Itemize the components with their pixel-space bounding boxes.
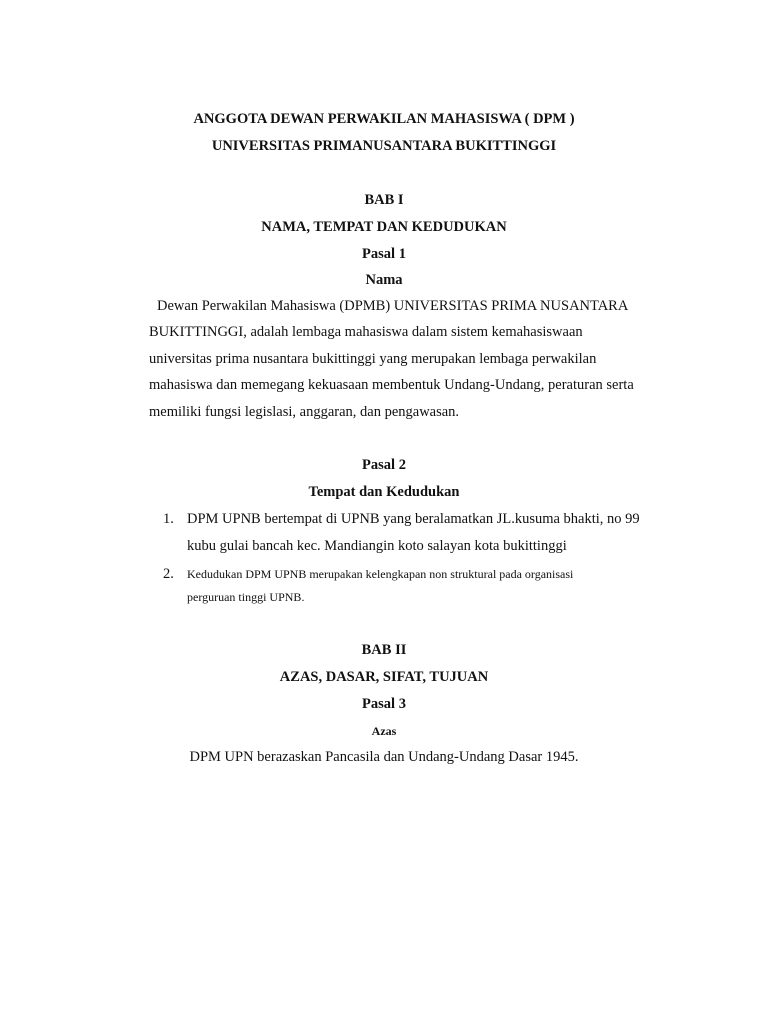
pasal-1-heading: Pasal 1 (362, 246, 406, 262)
pasal-1-text-line: Dewan Perwakilan Mahasiswa (DPMB) UNIVERSITAS PRIMA NUSANTARA (157, 298, 629, 314)
list-item-text-line: Kedudukan DPM UPNB merupakan kelengkapan non struktural pada organisasi (187, 567, 574, 581)
bab-1-heading: BAB I (364, 192, 404, 208)
pasal-1-subheading: Nama (365, 272, 403, 288)
pasal-1-text-line: BUKITTINGGI, adalah lembaga mahasiswa dalam sistem kemahasiswaan (149, 324, 583, 340)
doc-title-line-1: ANGGOTA DEWAN PERWAKILAN MAHASISWA ( DPM ) (193, 111, 575, 127)
bab-1-subheading: NAMA, TEMPAT DAN KEDUDUKAN (261, 219, 507, 235)
list-item-text-line: DPM UPNB bertempat di UPNB yang beralamatkan JL.kusuma bhakti, no 99 (187, 511, 640, 527)
list-item-number: 2. (163, 566, 174, 582)
list-item-number: 1. (163, 511, 174, 527)
bab-2-subheading: AZAS, DASAR, SIFAT, TUJUAN (279, 669, 489, 685)
pasal-2-subheading: Tempat dan Kedudukan (308, 484, 460, 500)
pasal-3-text: DPM UPN berazaskan Pancasila dan Undang-Undang Dasar 1945. (189, 749, 579, 765)
pasal-1-text-line: mahasiswa dan memegang kekuasaan membentuk Undang-Undang, peraturan serta (149, 377, 634, 393)
list-item-text-line: kubu gulai bancah kec. Mandiangin koto salayan kota bukittinggi (187, 538, 567, 554)
pasal-3-subheading: Azas (371, 724, 397, 738)
bab-2-heading: BAB II (361, 642, 407, 658)
pasal-3-heading: Pasal 3 (362, 696, 406, 712)
pasal-1-text-line: memiliki fungsi legislasi, anggaran, dan pengawasan. (149, 404, 460, 420)
doc-title-line-2: UNIVERSITAS PRIMANUSANTARA BUKITTINGGI (211, 138, 557, 154)
pasal-2-heading: Pasal 2 (362, 457, 406, 473)
pasal-1-text-line: universitas prima nusantara bukittinggi yang merupakan lembaga perwakilan (149, 351, 597, 367)
list-item-text-line: perguruan tinggi UPNB. (187, 590, 305, 604)
